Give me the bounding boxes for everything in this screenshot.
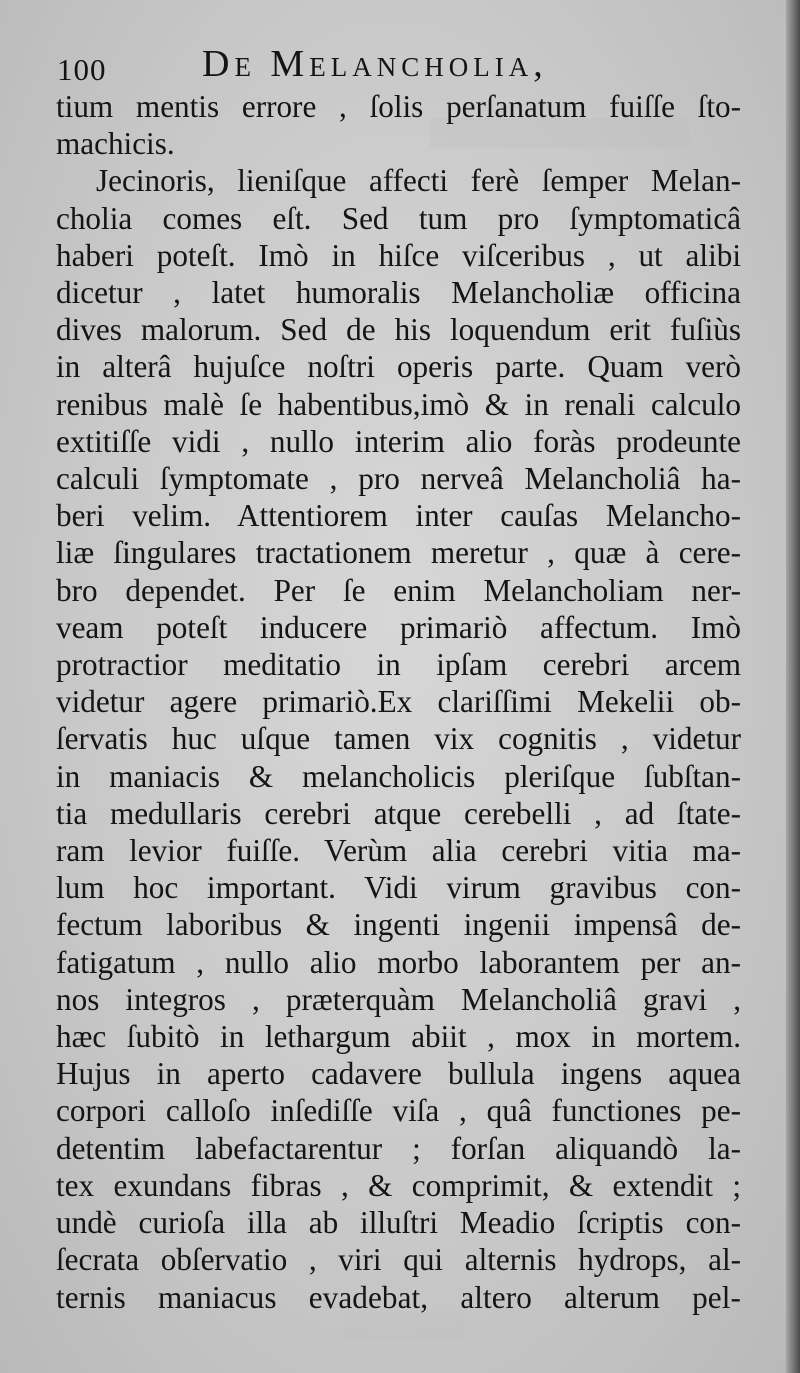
text-line: extitiſſe vidi , nullo interim alio foràs prodeunte [56, 423, 741, 459]
body-text [56, 88, 741, 1316]
text-line: hæc ſubitò in lethargum abiit , mox in mortem. [56, 1019, 741, 1055]
text-line: beri velim. Attentiorem inter cauſas Melancho- [56, 498, 741, 534]
text-line: tia medullaris cerebri atque cerebelli , ad ſtate- [56, 795, 741, 831]
text-line: nos integros , præterquàm Melancholiâ gravi , [56, 981, 741, 1017]
text-line: protractior meditatio in ipſam cerebri arcem [56, 647, 741, 683]
text-line: lum hoc important. Vidi virum gravibus con- [56, 870, 741, 906]
text-line: Hujus in aperto cadavere bullula ingens aquea [56, 1056, 741, 1092]
page-edge-shadow [786, 0, 800, 1373]
text-line: in maniacis & melancholicis pleriſque ſubſtan- [56, 758, 741, 794]
text-line: fectum laboribus & ingenti ingenii impensâ de- [56, 907, 741, 943]
text-line: fatigatum , nullo alio morbo laborantem per an- [56, 944, 741, 980]
text-line: haberi poteſt. Imò in hiſce viſceribus , ut alibi [56, 237, 741, 273]
text-line: tex exundans fibras , & comprimit, & extendit ; [56, 1167, 741, 1203]
text-line: ternis maniacus evadebat, altero alterum pel- [56, 1279, 741, 1315]
text-line: dives malorum. Sed de his loquendum erit fuſiùs [56, 312, 741, 348]
page-header [57, 40, 757, 87]
text-line: dicetur , latet humoralis Melancholiæ officina [56, 275, 741, 311]
text-line: machicis. [56, 126, 175, 162]
text-line: cholia comes eſt. Sed tum pro ſymptomaticâ [56, 200, 741, 236]
text-line: videtur agere primariò.Ex clariſſimi Mekelii ob- [56, 684, 741, 720]
page-number: 100 [57, 52, 107, 87]
text-line: ſecrata obſervatio , viri qui alternis hydrops, al- [56, 1242, 741, 1278]
text-line: corpori calloſo inſediſſe viſa , quâ functiones pe- [56, 1093, 741, 1129]
text-line: tium mentis errore , ſolis perſanatum fuiſſe ſto- [56, 89, 741, 124]
text-line: veam poteſt inducere primariò affectum. Imò [56, 609, 741, 645]
text-line: renibus malè ſe habentibus,imò & in renali calculo [56, 386, 741, 422]
running-title: De Melancholia, [202, 43, 548, 85]
text-line: in alterâ hujuſce noſtri operis parte. Quam verò [56, 349, 741, 385]
text-line: calculi ſymptomate , pro nerveâ Melancholiâ ha- [56, 461, 741, 497]
text-line: Jecinoris, lieniſque affecti ferè ſemper Melan- [96, 163, 741, 199]
text-line: detentim labefactarentur ; forſan aliquandò la- [56, 1130, 741, 1166]
text-line: undè curioſa illa ab illuſtri Meadio ſcriptis con- [56, 1205, 741, 1241]
text-line: ram levior fuiſſe. Verùm alia cerebri vitia ma- [56, 833, 741, 869]
text-line: bro dependet. Per ſe enim Melancholiam ner- [56, 572, 741, 608]
text-line: ſervatis huc uſque tamen vix cognitis , videtur [56, 721, 741, 757]
text-line: liæ ſingulares tractationem meretur , quæ à cere- [56, 535, 741, 571]
ink-bleed-through [345, 1312, 465, 1340]
